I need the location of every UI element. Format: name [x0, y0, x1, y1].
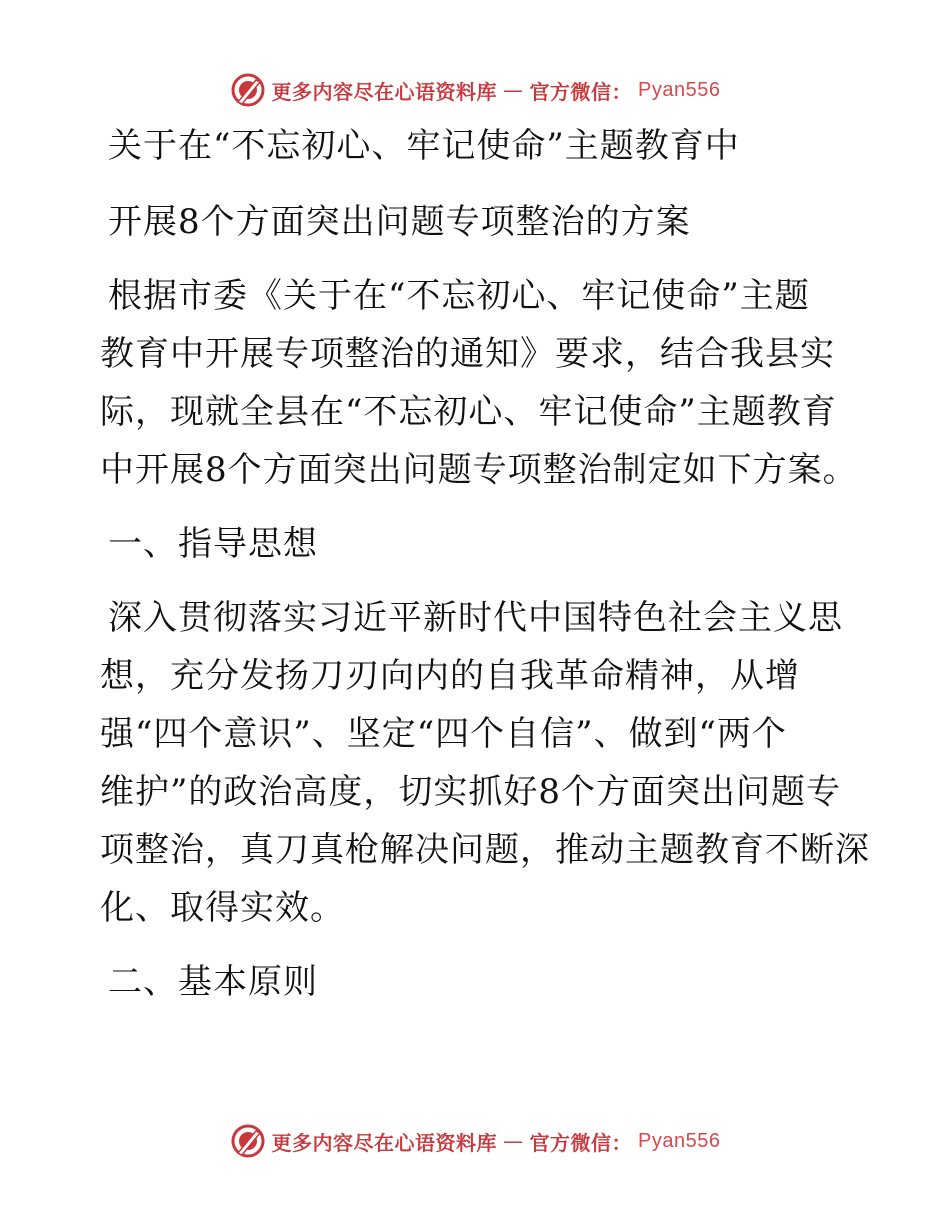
watermark-dash: — [503, 78, 524, 102]
section-1-line-6: 化、取得实效。 [100, 888, 345, 928]
header-watermark [0, 70, 950, 110]
watermark-wechat-label: 官方微信： [529, 79, 633, 104]
pen-circle-logo-icon [230, 1123, 266, 1159]
section-1-line-1: 深入贯彻落实习近平新时代中国特色社会主义思 [108, 598, 843, 638]
section-1-line-3: 强“四个意识”、坚定“四个自信”、做到“两个 [100, 714, 787, 754]
document-title-line-2: 开展8个方面突出问题专项整治的方案 [108, 202, 691, 242]
section-2-heading: 二、基本原则 [108, 962, 318, 1002]
section-1-heading: 一、指导思想 [108, 524, 318, 564]
watermark-wechat-id: Pyan556 [638, 78, 721, 101]
section-1-line-2: 想，充分发扬刀刃向内的自我革命精神，从增 [100, 656, 800, 696]
intro-line-4: 中开展8个方面突出问题专项整治制定如下方案。 [100, 450, 858, 490]
footer-watermark [0, 1121, 950, 1161]
watermark-main-text: 更多内容尽在心语资料库 [271, 1130, 498, 1155]
section-1-line-4: 维护”的政治高度，切实抓好8个方面突出问题专 [100, 772, 842, 812]
watermark-wechat-label: 官方微信： [529, 1130, 633, 1155]
document-title-line-1: 关于在“不忘初心、牢记使命”主题教育中 [108, 126, 740, 166]
watermark-wechat-id: Pyan556 [638, 1129, 721, 1152]
section-1-line-5: 项整治，真刀真枪解决问题，推动主题教育不断深 [100, 830, 870, 870]
pen-circle-logo-icon [230, 72, 266, 108]
intro-line-2: 教育中开展专项整治的通知》要求，结合我县实 [100, 334, 835, 374]
watermark-dash: — [503, 1129, 524, 1153]
intro-line-1: 根据市委《关于在“不忘初心、牢记使命”主题 [108, 276, 810, 316]
intro-line-3: 际，现就全县在“不忘初心、牢记使命”主题教育 [100, 392, 837, 432]
watermark-main-text: 更多内容尽在心语资料库 [271, 79, 498, 104]
